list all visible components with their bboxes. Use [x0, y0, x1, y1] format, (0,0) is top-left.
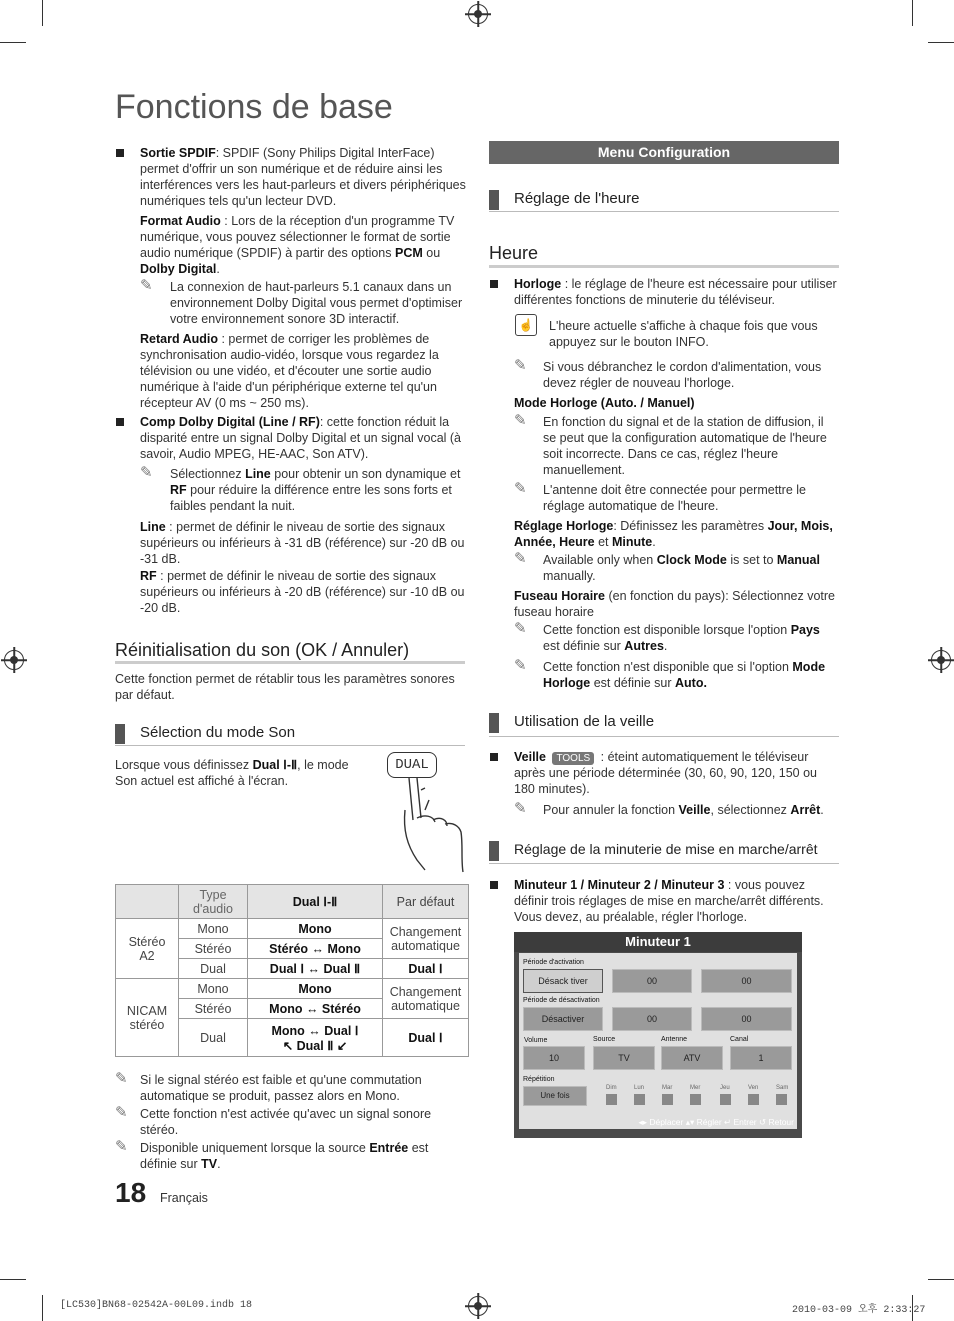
- pencil-note-icon: ✎: [514, 412, 527, 429]
- pointing-hand-icon: [385, 750, 470, 875]
- heure-heading: Heure: [489, 243, 539, 263]
- note-available: Available only when Clock Mode is set to Manual manually.: [543, 553, 820, 583]
- pencil-note-icon: ✎: [514, 480, 527, 497]
- heading-rule: [489, 265, 839, 268]
- pencil-note-icon: ✎: [115, 1070, 128, 1087]
- veille-paragraph: Veille TOOLS : éteint automatiquement le téléviseur après une période déterminée (30, 60, 90, 120, 150 ou 180 minutes).: [514, 750, 817, 796]
- source-field[interactable]: TV: [593, 1046, 655, 1070]
- periode-desactivation-label: Période de désactivation: [523, 997, 600, 1004]
- note-stereo: Si le signal stéréo est faible et qu'une commutation automatique se produit, passez alors en Mono.: [140, 1073, 422, 1103]
- repetition-label: Répétition: [523, 1076, 555, 1083]
- day-checkbox[interactable]: [720, 1094, 731, 1105]
- footer-language: Français: [160, 1191, 208, 1205]
- pencil-note-icon: ✎: [514, 357, 527, 374]
- day-checkbox[interactable]: [690, 1094, 701, 1105]
- heading-bar: [489, 713, 499, 733]
- heading-bar: [115, 724, 125, 744]
- pencil-note-icon: ✎: [514, 657, 527, 674]
- registration-mark-icon: [468, 4, 488, 24]
- heading-rule: [489, 211, 839, 212]
- bullet-icon: [116, 149, 124, 157]
- pencil-note-icon: ✎: [140, 277, 153, 294]
- minuteur-osd: [514, 932, 802, 1138]
- day-label: Mer: [690, 1085, 701, 1091]
- pencil-note-icon: ✎: [140, 464, 153, 481]
- reglage-horloge-paragraph: Réglage Horloge: Définissez les paramètres Jour, Mois, Année, Heure et Minute.: [514, 519, 833, 549]
- heading-bar: [489, 841, 499, 861]
- page-number: 18: [115, 1177, 147, 1208]
- pencil-note-icon: ✎: [514, 800, 527, 817]
- registration-mark-icon: [931, 650, 951, 670]
- footer-date: 2010-03-09 오후 2:33:27: [792, 1305, 926, 1316]
- pencil-note-icon: ✎: [115, 1138, 128, 1155]
- footer-file: [LC530]BN68-02542A-00L09.indb 18: [60, 1300, 253, 1311]
- comp-dolby-paragraph: Comp Dolby Digital (Line / RF): cette fonction réduit la disparité entre un signal Dolby Digital et un signal vocal (à savoir, Audio MPEG, HE-AAC, Son ATV).: [140, 415, 462, 461]
- note-pays: Cette fonction est disponible lorsque l'option Pays est définie sur Autres.: [543, 623, 820, 653]
- dual-button: DUAL: [387, 752, 437, 778]
- osd-nav-hints: ◂▸ Déplacer ▴▾ Régler ↵ Entrer ↺ Retour: [638, 1117, 794, 1127]
- canal-label: Canal: [730, 1036, 749, 1043]
- day-checkbox[interactable]: [606, 1094, 617, 1105]
- day-label: Sam: [776, 1085, 789, 1091]
- veille-heading: Utilisation de la veille: [514, 713, 655, 730]
- antenne-field[interactable]: ATV: [661, 1046, 723, 1070]
- canal-field[interactable]: 1: [730, 1046, 792, 1070]
- registration-mark-icon: [468, 1296, 488, 1316]
- page-title: Fonctions de base: [115, 88, 393, 126]
- note-line-rf: Sélectionnez Line pour obtenir un son dynamique et RF pour réduire la différence entre les sons forts et faibles pendant la nuit.: [170, 467, 461, 513]
- remote-note-icon: ☝: [515, 314, 537, 336]
- note-active: Cette fonction n'est activée qu'avec un signal sonore stéréo.: [140, 1107, 432, 1137]
- volume-field[interactable]: 10: [523, 1046, 585, 1070]
- day-checkbox[interactable]: [776, 1094, 787, 1105]
- fuseau-paragraph: Fuseau Horaire (en fonction du pays): Sélectionnez votre fuseau horaire: [514, 589, 836, 619]
- pencil-note-icon: ✎: [115, 1104, 128, 1121]
- menu-configuration-bar: Menu Configuration: [489, 141, 839, 164]
- day-label: Mar: [662, 1085, 673, 1091]
- bullet-icon: [490, 280, 498, 288]
- heading-bar: [489, 190, 499, 210]
- note-mode-horloge: Cette fonction n'est disponible que si l'option Mode Horloge est définie sur Auto.: [543, 660, 826, 690]
- horloge-paragraph: Horloge : le réglage de l'heure est nécessaire pour utiliser différentes fonctions de minuterie du téléviseur.: [514, 277, 837, 307]
- bullet-icon: [490, 753, 498, 761]
- sound-mode-table: Type d'audio Dual Ⅰ-Ⅱ Par défaut Stéréo A2 Mono Mono Changement automatique Stéréo Stéréo ↔ Mono Dual Dual Ⅰ ↔ Dual Ⅱ Dual Ⅰ NICAM stéréo Mono Mono Changement automatique Stéréo Mono ↔ Stéréo Dual Mono ↔ Dual Ⅰ ↖ Dual Ⅱ ↙ Dual Ⅰ: [115, 884, 469, 1057]
- rf-definition: RF : permet de définir le niveau de sortie des signaux supérieurs ou inférieurs à -20 dB (référence) sur -10 dB ou -20 dB.: [140, 569, 465, 615]
- desactivation-hour[interactable]: 00: [612, 1007, 692, 1031]
- reinit-text: Cette fonction permet de rétablir tous les paramètres sonores par défaut.: [115, 672, 455, 702]
- mode-son-heading: Sélection du mode Son: [140, 724, 296, 741]
- day-label: Ven: [748, 1085, 759, 1091]
- day-label: Lun: [634, 1085, 645, 1091]
- day-checkbox[interactable]: [634, 1094, 645, 1105]
- pencil-note-icon: ✎: [514, 620, 527, 637]
- pencil-note-icon: ✎: [514, 550, 527, 567]
- day-label: Dim: [606, 1085, 617, 1091]
- mode-horloge-label: Mode Horloge (Auto. / Manuel): [514, 396, 695, 410]
- antenne-label: Antenne: [661, 1036, 688, 1043]
- activation-select[interactable]: Désack tiver: [523, 969, 603, 993]
- day-checkbox[interactable]: [662, 1094, 673, 1105]
- note-signal: En fonction du signal et de la station de diffusion, il se peut que la configuration automatique de l'heure soit incorrecte. Dans ce cas, réglez l'heure manuellement.: [543, 415, 827, 477]
- minuterie-heading: Réglage de la minuterie de mise en marche/arrêt: [514, 841, 818, 857]
- spdif-paragraph: Sortie SPDIF: SPDIF (Sony Philips Digital InterFace) permet d'offrir un son numérique et de réduire ainsi les interférences vers les haut-parleurs et divers périphériques numériques tels qu'un lecteur DVD.: [140, 146, 466, 208]
- minuteur-paragraph: Minuteur 1 / Minuteur 2 / Minuteur 3 : vous pouvez définir trois réglages de mise en marche/arrêt différents. Vous devez, au préalable, régler l'horloge.: [514, 878, 824, 924]
- mode-son-text: Lorsque vous définissez Dual Ⅰ-Ⅱ, le mode Son actuel est affiché à l'écran.: [115, 758, 349, 788]
- heading-rule: [489, 863, 839, 864]
- activation-minute[interactable]: 00: [701, 969, 792, 993]
- desactivation-minute[interactable]: 00: [701, 1007, 792, 1031]
- heading-rule: [489, 736, 839, 737]
- heading-rule: [115, 745, 465, 746]
- reinit-heading: Réinitialisation du son (OK / Annuler): [115, 640, 410, 660]
- reglage-heure-heading: Réglage de l'heure: [514, 190, 640, 207]
- bullet-icon: [116, 418, 124, 426]
- periode-activation-label: Période d'activation: [523, 959, 584, 966]
- retard-audio-paragraph: Retard Audio : permet de corriger les problèmes de synchronisation audio-vidéo, lorsque vous regardez la télévision ou une vidéo, et d'écouter une sortie audio numérique à l'aide d'un périphérique externe tel qu'un récepteur AV (0 ms ~ 250 ms).: [140, 332, 439, 410]
- day-label: Jeu: [720, 1085, 730, 1091]
- dual-remote-illustration: [385, 750, 470, 875]
- bullet-icon: [490, 881, 498, 889]
- heading-rule: [115, 661, 465, 664]
- tools-badge: TOOLS: [552, 752, 594, 765]
- volume-label: Volume: [524, 1037, 548, 1044]
- day-checkbox[interactable]: [748, 1094, 759, 1105]
- note-antenne: L'antenne doit être connectée pour permettre le réglage automatique de l'heure.: [543, 483, 806, 513]
- note-info: L'heure actuelle s'affiche à chaque fois que vous appuyez sur le bouton INFO.: [549, 319, 818, 349]
- note-source: Disponible uniquement lorsque la source Entrée est définie sur TV.: [140, 1141, 429, 1171]
- note-cordon: Si vous débranchez le cordon d'alimentation, vous devez régler de nouveau l'horloge.: [543, 360, 822, 390]
- desactivation-select[interactable]: Désactiver: [523, 1007, 603, 1031]
- activation-hour[interactable]: 00: [612, 969, 692, 993]
- line-definition: Line : permet de définir le niveau de sortie des signaux supérieurs ou inférieurs à -31 dB (référence) sur -20 dB ou -31 dB.: [140, 520, 465, 566]
- note-veille: Pour annuler la fonction Veille, sélectionnez Arrêt.: [543, 803, 824, 817]
- source-label: Source: [593, 1036, 616, 1043]
- osd-title: Minuteur 1: [514, 932, 802, 952]
- format-audio-paragraph: Format Audio : Lors de la réception d'un programme TV numérique, vous pouvez sélectionner le format de sortie audio numérique (SPDIF) à partir des options PCM ou Dolby Digital.: [140, 214, 455, 276]
- registration-mark-icon: [4, 650, 24, 670]
- note-51: La connexion de haut-parleurs 5.1 canaux dans un environnement Dolby Digital vous permet d'optimiser votre environnement sonore 3D interactif.: [170, 280, 463, 326]
- repetition-field[interactable]: Une fois: [523, 1086, 587, 1106]
